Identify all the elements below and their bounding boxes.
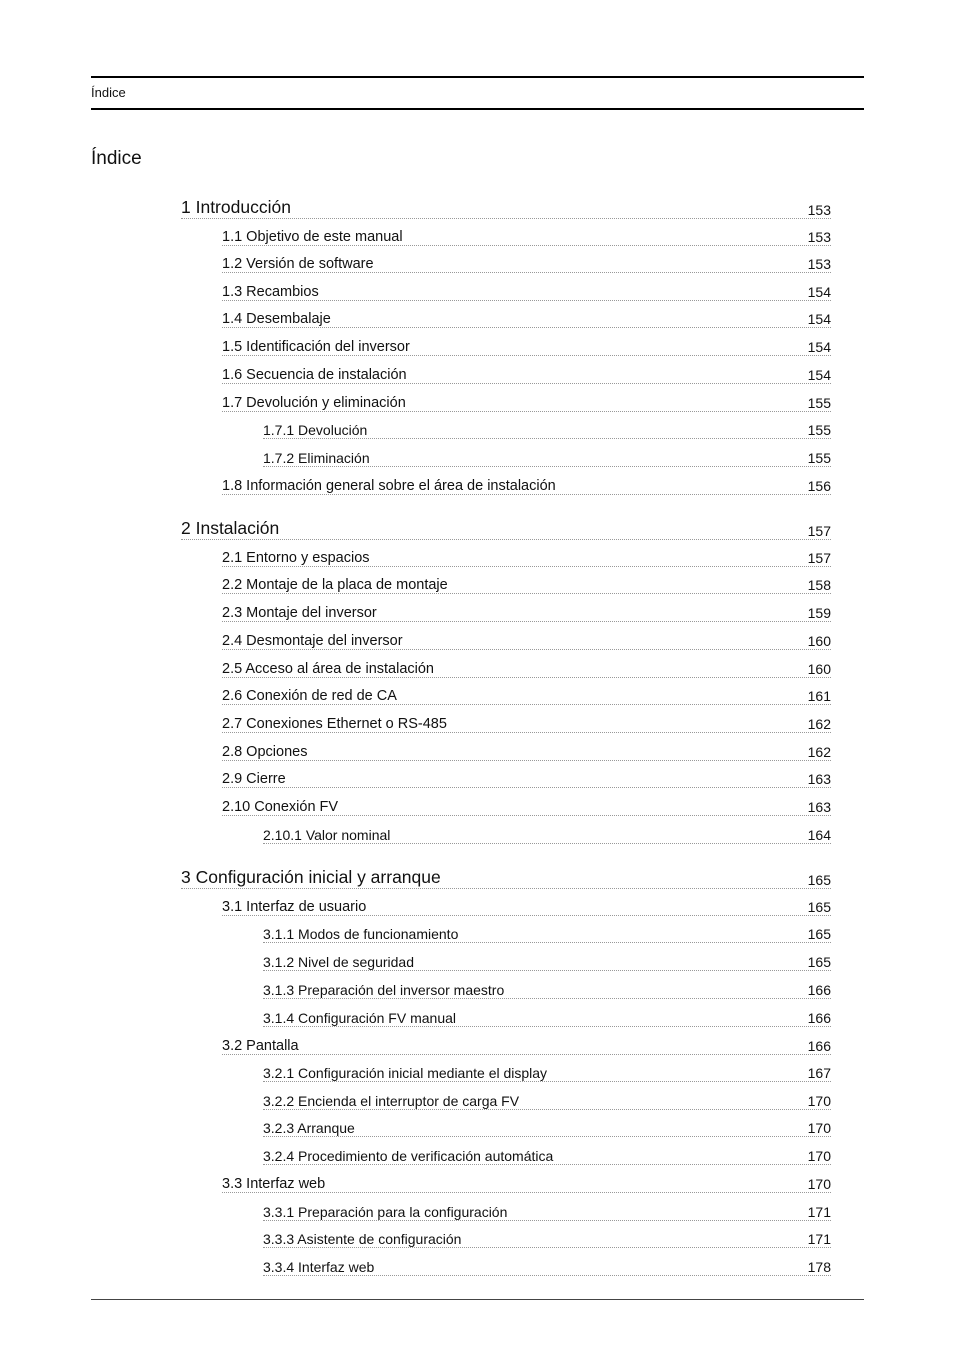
toc-entry-page-number: 155 <box>807 395 831 411</box>
toc-entry-title: 3.2 Pantalla <box>222 1038 299 1054</box>
toc-entry-page-number: 153 <box>807 256 831 272</box>
toc-entry-page-number: 170 <box>807 1120 831 1136</box>
toc-entry-title: 3.2.1 Configuración inicial mediante el display <box>263 1065 548 1081</box>
toc-section-entry[interactable] <box>222 741 831 761</box>
toc-entry-page-number: 165 <box>807 926 831 942</box>
toc-chapter-entry[interactable] <box>181 518 831 540</box>
toc-entry-page-number: 163 <box>807 799 831 815</box>
toc-entry-page-number: 159 <box>807 605 831 621</box>
toc-entry-title: 2.10 Conexión FV <box>222 799 339 815</box>
toc-entry-title: 3.3.4 Interfaz web <box>263 1259 375 1275</box>
toc-section-entry[interactable] <box>222 658 831 678</box>
toc-entry-title: 1.3 Recambios <box>222 284 319 300</box>
toc-subsection-entry[interactable] <box>263 1201 831 1221</box>
toc-entry-title: 2.1 Entorno y espacios <box>222 550 370 566</box>
toc-entry-page-number: 153 <box>807 202 831 218</box>
toc-section-entry[interactable] <box>222 630 831 650</box>
toc-section-entry[interactable] <box>222 364 831 384</box>
toc-entry-title: 3.3.1 Preparación para la configuración <box>263 1204 508 1220</box>
toc-subsection-entry[interactable] <box>263 1062 831 1082</box>
toc-subsection-entry[interactable] <box>263 419 831 439</box>
toc-entry-title: 2.8 Opciones <box>222 744 308 760</box>
toc-section-entry[interactable] <box>222 547 831 567</box>
toc-entry-title: 3.1.4 Configuración FV manual <box>263 1010 456 1026</box>
toc-entry-page-number: 154 <box>807 284 831 300</box>
toc-entry-page-number: 158 <box>807 577 831 593</box>
toc-section-entry[interactable] <box>222 475 831 495</box>
toc-subsection-entry[interactable] <box>263 1007 831 1027</box>
toc-entry-page-number: 162 <box>807 744 831 760</box>
toc-subsection-entry[interactable] <box>263 447 831 467</box>
toc-entry-page-number: 153 <box>807 229 831 245</box>
toc-subsection-entry[interactable] <box>263 1090 831 1110</box>
toc-entry-title: 1.7 Devolución y eliminación <box>222 395 406 411</box>
toc-entry-page-number: 154 <box>807 367 831 383</box>
toc-entry-title: 1.1 Objetivo de este manual <box>222 229 403 245</box>
toc-chapter-entry[interactable] <box>181 197 831 219</box>
toc-entry-title: 1.7.1 Devolución <box>263 422 368 438</box>
toc-entry-title: 3.2.4 Procedimiento de verificación automática <box>263 1148 554 1164</box>
toc-entry-title: 2.4 Desmontaje del inversor <box>222 633 403 649</box>
toc-entry-title: 2.7 Conexiones Ethernet o RS-485 <box>222 716 447 732</box>
toc-entry-title: 3.2.2 Encienda el interruptor de carga FV <box>263 1093 520 1109</box>
toc-subsection-entry[interactable] <box>263 1145 831 1165</box>
toc-section-entry[interactable] <box>222 1035 831 1055</box>
toc-entry-title: 2.10.1 Valor nominal <box>263 827 391 843</box>
toc-entry-page-number: 155 <box>807 450 831 466</box>
toc-section-entry[interactable] <box>222 768 831 788</box>
toc-section-entry[interactable] <box>222 308 831 328</box>
toc-entry-page-number: 161 <box>807 688 831 704</box>
page-title: Índice <box>91 148 142 169</box>
toc-section-entry[interactable] <box>222 574 831 594</box>
toc-entry-title: 3.1.1 Modos de funcionamiento <box>263 926 459 942</box>
toc-entry-page-number: 154 <box>807 311 831 327</box>
toc-entry-page-number: 165 <box>807 872 831 888</box>
toc-entry-page-number: 154 <box>807 339 831 355</box>
toc-subsection-entry[interactable] <box>263 1256 831 1276</box>
toc-entry-page-number: 155 <box>807 422 831 438</box>
toc-entry-page-number: 160 <box>807 633 831 649</box>
toc-section-entry[interactable] <box>222 896 831 916</box>
toc-entry-title: 1 Introducción <box>181 197 291 217</box>
toc-entry-page-number: 163 <box>807 771 831 787</box>
toc-entry-title: 3.3 Interfaz web <box>222 1176 326 1192</box>
running-head: Índice <box>91 85 126 100</box>
toc-entry-title: 3 Configuración inicial y arranque <box>181 867 441 887</box>
toc-entry-page-number: 166 <box>807 1038 831 1054</box>
toc-subsection-entry[interactable] <box>263 979 831 999</box>
toc-section-entry[interactable] <box>222 253 831 273</box>
toc-entry-page-number: 166 <box>807 1010 831 1026</box>
toc-entry-title: 2.3 Montaje del inversor <box>222 605 377 621</box>
toc-entry-page-number: 165 <box>807 899 831 915</box>
toc-entry-title: 1.8 Información general sobre el área de instalación <box>222 478 556 494</box>
footer-rule <box>91 1299 864 1300</box>
toc-entry-page-number: 164 <box>807 827 831 843</box>
toc-entry-page-number: 157 <box>807 523 831 539</box>
toc-entry-title: 3.1.3 Preparación del inversor maestro <box>263 982 505 998</box>
toc-entry-page-number: 178 <box>807 1259 831 1275</box>
toc-entry-title: 2.5 Acceso al área de instalación <box>222 661 434 677</box>
toc-entry-title: 2.9 Cierre <box>222 771 286 787</box>
toc-section-entry[interactable] <box>222 713 831 733</box>
toc-section-entry[interactable] <box>222 392 831 412</box>
toc-entry-title: 1.4 Desembalaje <box>222 311 331 327</box>
toc-entry-title: 2.6 Conexión de red de CA <box>222 688 397 704</box>
toc-subsection-entry[interactable] <box>263 1117 831 1137</box>
toc-entry-page-number: 156 <box>807 478 831 494</box>
toc-entry-page-number: 170 <box>807 1093 831 1109</box>
toc-subsection-entry[interactable] <box>263 923 831 943</box>
toc-entry-title: 1.2 Versión de software <box>222 256 374 272</box>
toc-entry-page-number: 160 <box>807 661 831 677</box>
toc-subsection-entry[interactable] <box>263 951 831 971</box>
toc-section-entry[interactable] <box>222 1173 831 1193</box>
toc-section-entry[interactable] <box>222 336 831 356</box>
toc-entry-title: 3.2.3 Arranque <box>263 1120 355 1136</box>
toc-entry-page-number: 166 <box>807 982 831 998</box>
toc-section-entry[interactable] <box>222 602 831 622</box>
toc-entry-title: 1.6 Secuencia de instalación <box>222 367 407 383</box>
toc-section-entry[interactable] <box>222 281 831 301</box>
toc-section-entry[interactable] <box>222 226 831 246</box>
toc-entry-page-number: 165 <box>807 954 831 970</box>
toc-entry-title: 3.1 Interfaz de usuario <box>222 899 367 915</box>
toc-entry-title: 2 Instalación <box>181 518 280 538</box>
toc-entry-page-number: 157 <box>807 550 831 566</box>
toc-entry-title: 2.2 Montaje de la placa de montaje <box>222 577 448 593</box>
toc-entry-page-number: 171 <box>807 1231 831 1247</box>
toc-entry-page-number: 171 <box>807 1204 831 1220</box>
toc-entry-page-number: 167 <box>807 1065 831 1081</box>
toc-subsection-entry[interactable] <box>263 824 831 844</box>
toc-entry-title: 3.1.2 Nivel de seguridad <box>263 954 414 970</box>
toc-entry-page-number: 170 <box>807 1176 831 1192</box>
toc-chapter-entry[interactable] <box>181 867 831 889</box>
toc-entry-title: 1.5 Identificación del inversor <box>222 339 410 355</box>
toc-entry-title: 3.3.3 Asistente de configuración <box>263 1231 462 1247</box>
toc-entry-title: 1.7.2 Eliminación <box>263 450 370 466</box>
toc-section-entry[interactable] <box>222 685 831 705</box>
toc-subsection-entry[interactable] <box>263 1228 831 1248</box>
toc-entry-page-number: 170 <box>807 1148 831 1164</box>
toc-section-entry[interactable] <box>222 796 831 816</box>
toc-entry-page-number: 162 <box>807 716 831 732</box>
